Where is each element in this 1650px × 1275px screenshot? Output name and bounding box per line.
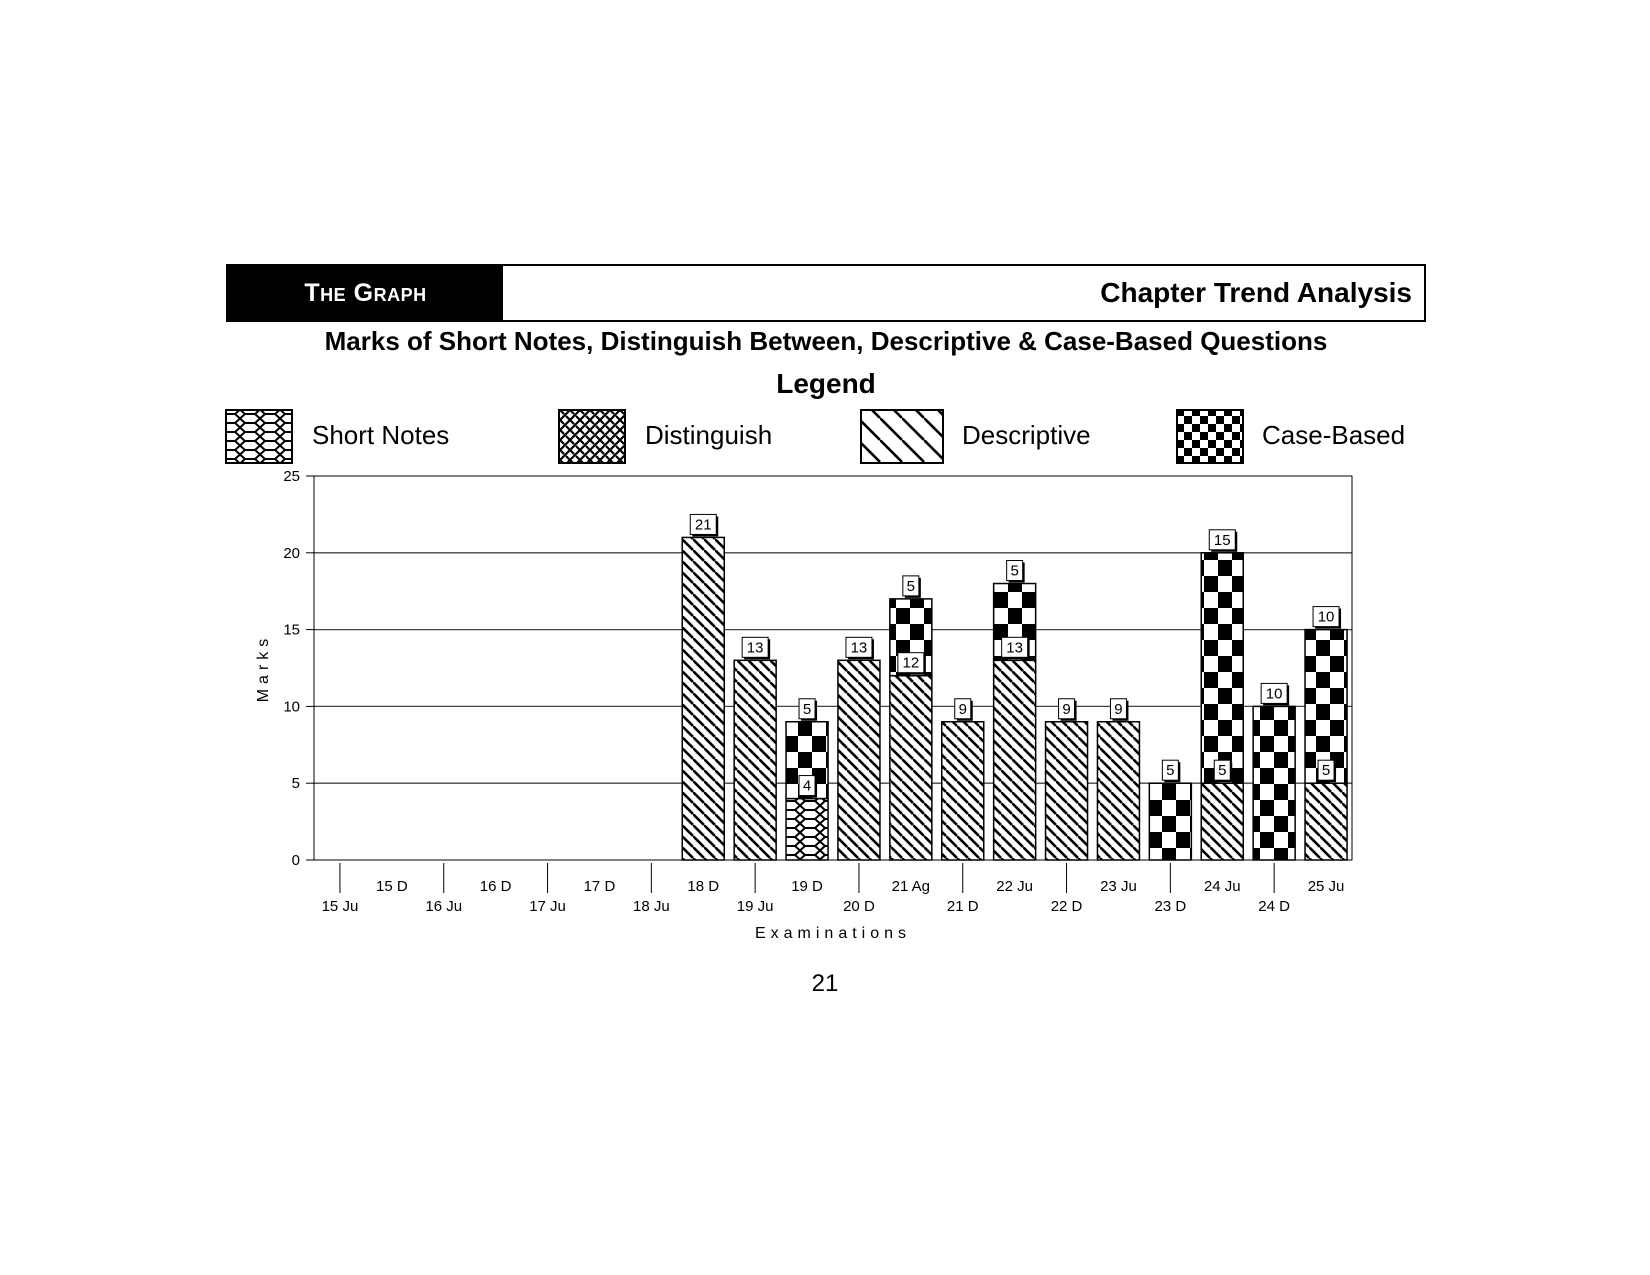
x-tick-label: 18 Ju	[632, 898, 670, 915]
data-label-text: 5	[1010, 562, 1019, 580]
data-label-text: 21	[694, 516, 712, 534]
bar-case-based	[1149, 783, 1191, 860]
x-tick-label: 16 Ju	[425, 898, 463, 915]
data-label-case-based	[799, 699, 817, 721]
x-tick-label: 17 D	[583, 878, 616, 895]
legend-label-case-based: Case-Based	[1262, 420, 1406, 450]
data-label-case-based	[1007, 561, 1025, 583]
bar-short-notes	[786, 799, 828, 860]
bar-descriptive	[1097, 722, 1139, 860]
data-label-case-based	[1313, 607, 1341, 629]
y-tick-label: 10	[283, 698, 300, 716]
data-label-text: 12	[902, 654, 920, 672]
x-tick-label: 23 Ju	[1100, 878, 1137, 895]
section-tag: The Graph	[228, 266, 503, 320]
data-label-descriptive	[846, 637, 874, 659]
x-tick-label: 15 D	[376, 878, 408, 895]
bar-descriptive	[1046, 722, 1088, 860]
x-tick-label: 22 Ju	[996, 878, 1034, 895]
x-tick-label: 16 D	[479, 878, 512, 895]
x-tick-label: 22 D	[1050, 898, 1083, 915]
data-label-descriptive	[1214, 760, 1232, 782]
data-label-case-based	[1209, 530, 1237, 552]
bar-descriptive	[682, 537, 724, 860]
data-label-text: 15	[1213, 531, 1231, 549]
data-label-descriptive	[742, 637, 770, 659]
chart-grid	[314, 553, 1352, 783]
legend-label-distinguish: Distinguish	[645, 420, 773, 450]
data-label-descriptive	[1110, 699, 1128, 721]
data-label-case-based	[1162, 760, 1180, 782]
x-tick-label: 21 D	[946, 898, 979, 915]
x-tick-label: 18 D	[687, 878, 720, 895]
data-label-text: 13	[746, 639, 764, 657]
y-tick-label: 25	[283, 468, 300, 485]
data-label-text: 10	[1317, 608, 1335, 626]
chart-title: Marks of Short Notes, Distinguish Between, Descriptive & Case-Based Questions	[324, 326, 1328, 356]
data-label-descriptive	[1002, 637, 1030, 659]
bar-descriptive	[734, 660, 776, 860]
data-label-descriptive	[690, 514, 718, 536]
data-label-text: 9	[1062, 700, 1071, 718]
data-label-case-based	[903, 576, 921, 598]
x-tick-label: 17 Ju	[529, 898, 566, 915]
legend-title: Legend	[776, 368, 876, 399]
bar-case-based	[1253, 706, 1295, 860]
data-label-text: 13	[1006, 639, 1023, 657]
data-label-short-notes	[799, 776, 817, 798]
x-tick-label: 25 Ju	[1307, 878, 1345, 895]
legend-swatch-descriptive	[861, 410, 943, 463]
data-label-text: 9	[1114, 700, 1123, 718]
chart-bars	[682, 537, 1347, 860]
data-label-descriptive	[1318, 760, 1336, 782]
data-label-text: 5	[906, 577, 916, 595]
bar-descriptive	[1305, 783, 1347, 860]
y-tick-label: 0	[291, 852, 300, 869]
y-tick-label: 20	[283, 544, 300, 562]
data-label-text: 4	[802, 777, 812, 795]
x-tick-label: 21 Ag	[891, 878, 931, 895]
y-tick-label: 5	[291, 775, 300, 793]
bar-descriptive	[1201, 783, 1243, 860]
legend-swatch-distinguish	[559, 410, 625, 463]
data-label-text: 5	[1166, 762, 1175, 780]
bar-descriptive	[838, 660, 880, 860]
x-tick-label: 23 D	[1154, 898, 1187, 915]
legend-swatch-short-notes	[226, 410, 292, 463]
x-tick-label: 24 Ju	[1203, 878, 1241, 895]
x-axis-label: Examinations	[754, 925, 912, 942]
legend-label-short-notes: Short Notes	[312, 420, 450, 450]
plot-area-frame	[314, 476, 1352, 860]
x-tick-label: 19 Ju	[736, 898, 774, 915]
data-label-text: 13	[850, 639, 868, 657]
data-label-case-based	[1261, 683, 1289, 705]
page-number: 21	[811, 970, 839, 997]
data-label-text: 5	[1218, 762, 1227, 780]
y-axis-label: Marks	[255, 633, 272, 703]
data-label-descriptive	[1059, 699, 1077, 721]
bar-descriptive	[890, 676, 932, 860]
x-tick-label: 19 D	[791, 878, 823, 895]
data-label-text: 10	[1265, 685, 1283, 703]
y-tick-label: 15	[283, 621, 300, 639]
header-title: Chapter Trend Analysis	[1100, 277, 1412, 308]
x-tick-label: 20 D	[843, 898, 875, 915]
legend-swatch-case-based	[1177, 410, 1243, 463]
data-label-descriptive	[955, 699, 973, 721]
bar-descriptive	[994, 660, 1036, 860]
x-tick-label: 24 D	[1258, 898, 1290, 915]
data-label-text: 9	[958, 700, 967, 718]
data-label-text: 5	[1321, 762, 1331, 780]
bar-case-based	[1201, 553, 1243, 783]
data-label-text: 5	[802, 700, 812, 718]
data-label-descriptive	[898, 653, 926, 675]
bar-descriptive	[942, 722, 984, 860]
x-tick-label: 15 Ju	[321, 898, 359, 915]
legend-label-descriptive: Descriptive	[962, 420, 1091, 450]
